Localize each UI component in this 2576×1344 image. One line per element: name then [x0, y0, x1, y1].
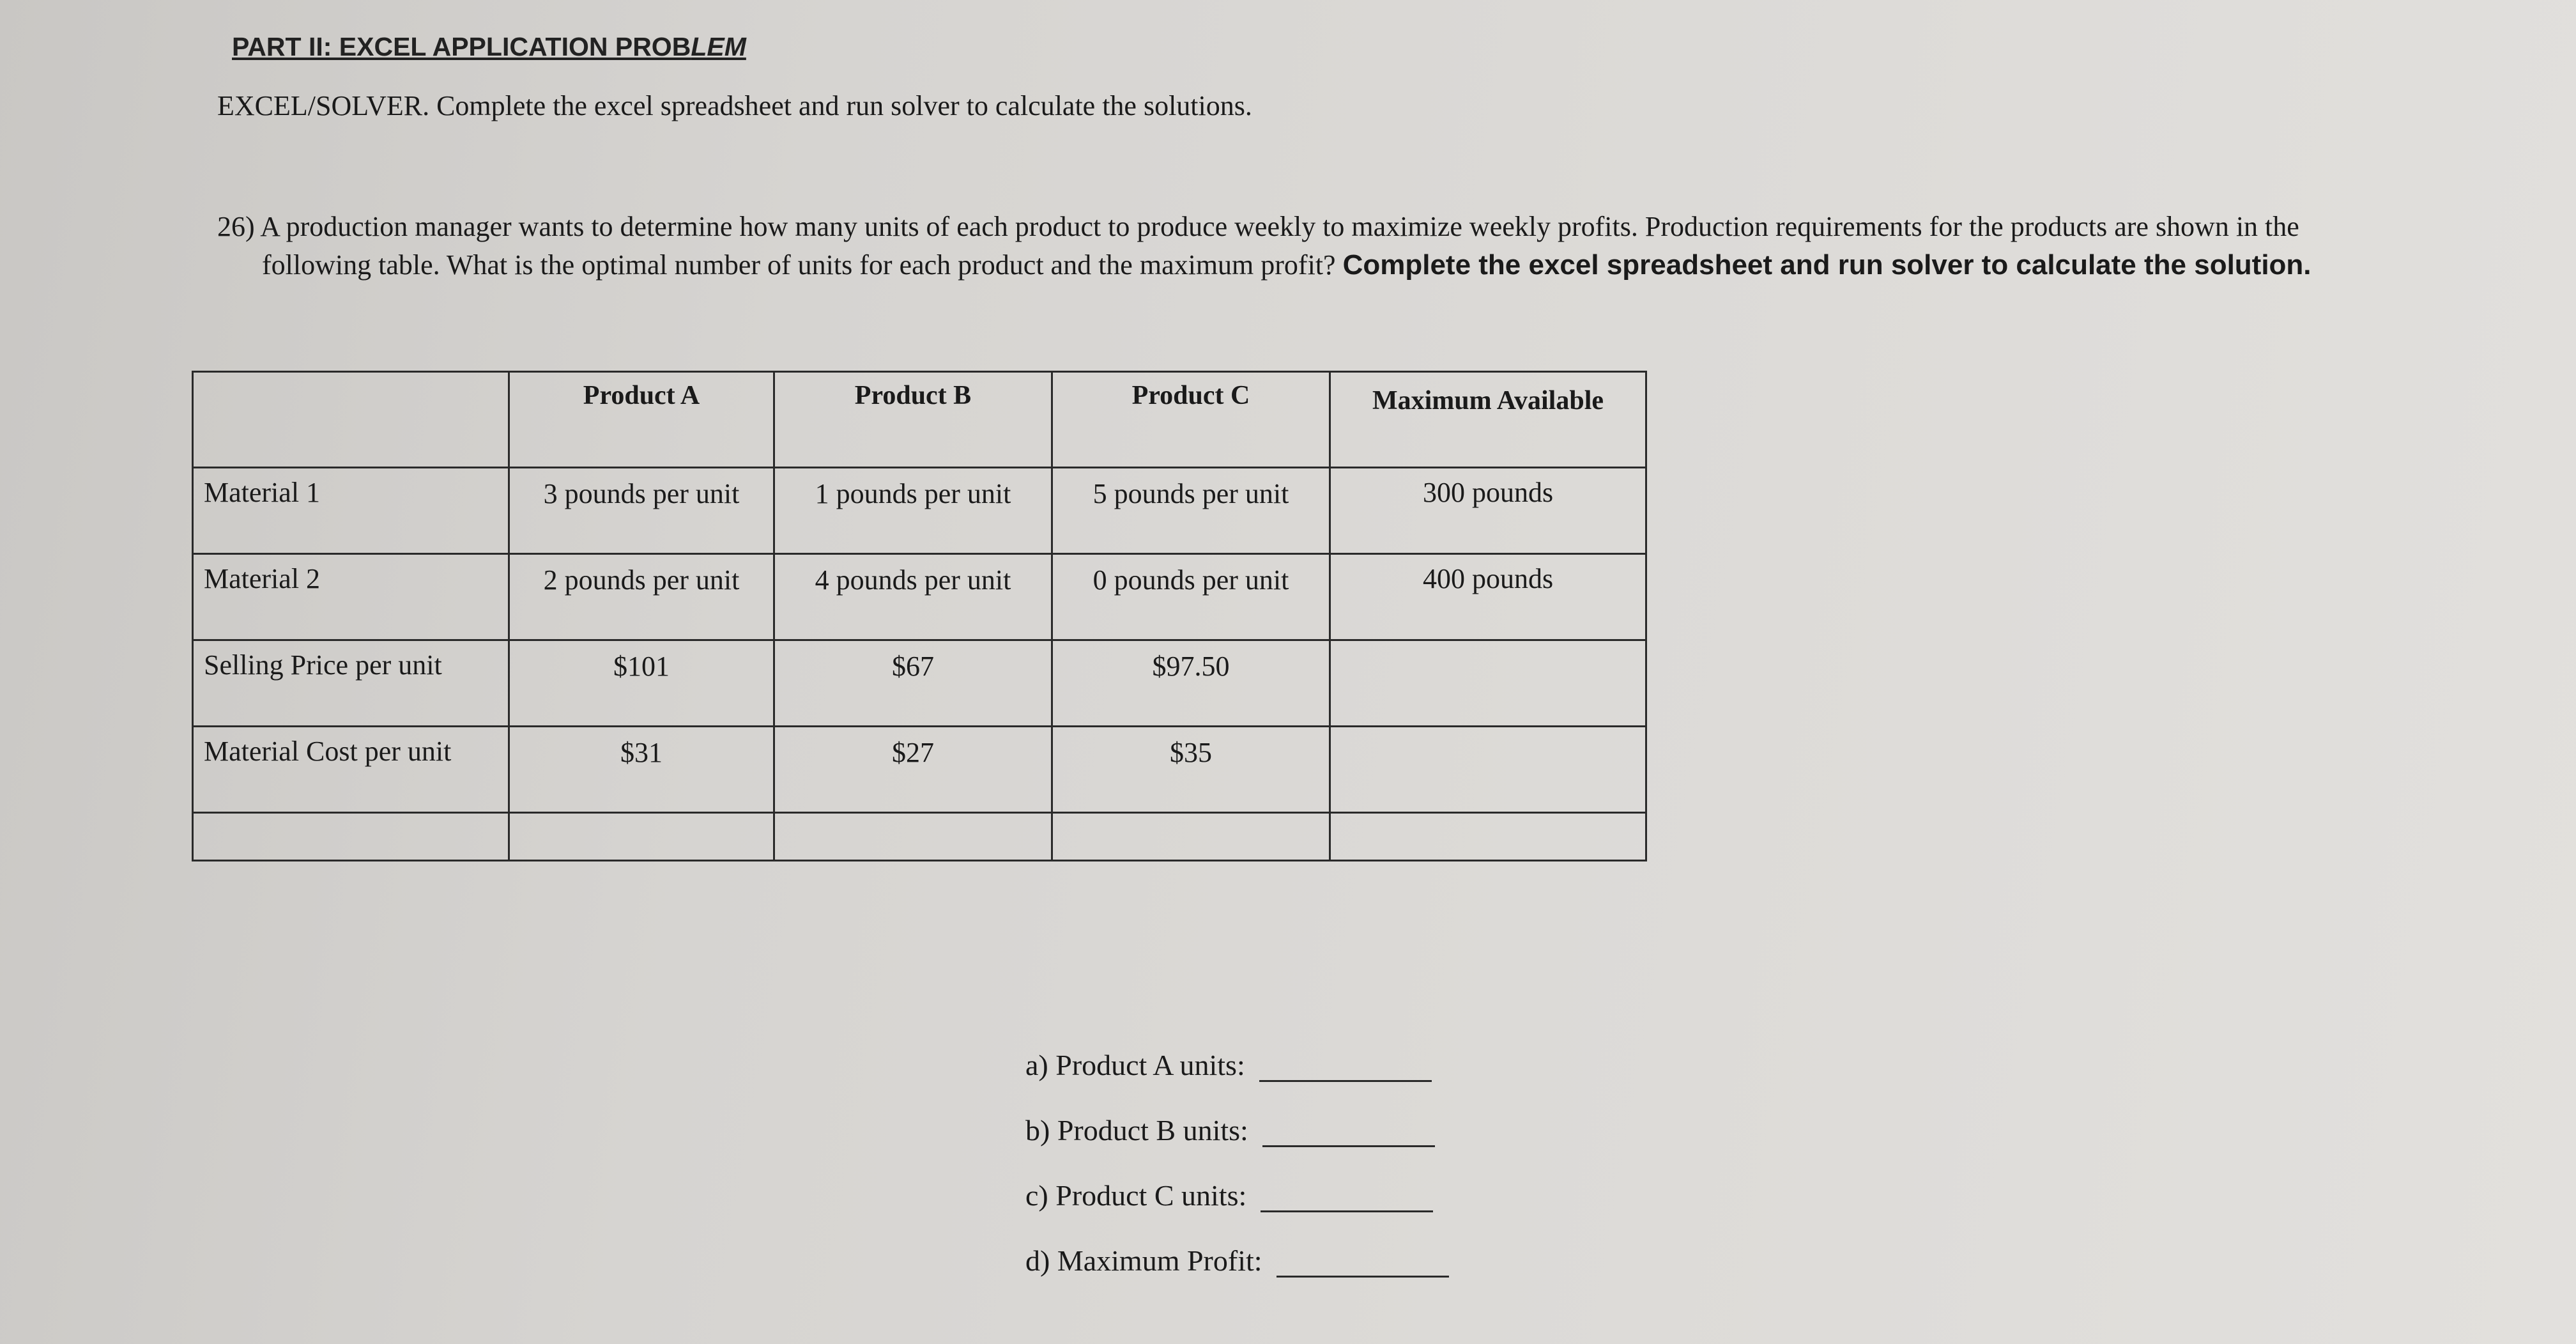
table-cell: 300 pounds: [1330, 468, 1646, 554]
table-cell: [1330, 727, 1646, 813]
part-title: PART II: EXCEL APPLICATION PROBLEM: [232, 32, 746, 61]
table-row: [193, 640, 1646, 727]
table-row-empty: [193, 813, 1646, 861]
table-cell: 5 pounds per unit: [1052, 468, 1330, 554]
table-header-cell: [193, 372, 509, 468]
table-cell: [774, 813, 1052, 861]
table-cell: 0 pounds per unit: [1052, 554, 1330, 640]
answer-label: b) Product B units:: [1025, 1114, 1248, 1147]
table-cell: [1330, 640, 1646, 727]
answer-blank-product-b[interactable]: [1262, 1113, 1435, 1147]
table-cell: 3 pounds per unit: [509, 468, 774, 554]
table-cell: $101: [509, 640, 774, 727]
table-header-cell: Product A: [509, 372, 774, 468]
table-header-row: [193, 372, 1646, 468]
table-cell: $97.50: [1052, 640, 1330, 727]
answer-product-a: [1025, 1048, 1449, 1113]
answer-blank-max-profit[interactable]: [1276, 1244, 1449, 1278]
table-cell: $31: [509, 727, 774, 813]
table-row: [193, 468, 1646, 554]
problem-bold-instruction: Complete the excel spreadsheet and run solver to calculate the solution.: [1342, 249, 2312, 281]
answer-product-c: [1025, 1178, 1449, 1244]
table-header-cell: Product B: [774, 372, 1052, 468]
answer-product-b: [1025, 1113, 1449, 1178]
row-label: Material 1: [193, 468, 509, 554]
table-row: [193, 554, 1646, 640]
table-cell: $35: [1052, 727, 1330, 813]
row-label: Material Cost per unit: [193, 727, 509, 813]
table-cell: 4 pounds per unit: [774, 554, 1052, 640]
answer-blank-product-a[interactable]: [1259, 1048, 1432, 1082]
answer-blank-product-c[interactable]: [1261, 1178, 1433, 1212]
row-label: Selling Price per unit: [193, 640, 509, 727]
instructions-text: EXCEL/SOLVER. Complete the excel spreadsheet and run solver to calculate the solutions.: [217, 90, 1252, 121]
table-cell: $27: [774, 727, 1052, 813]
table-cell: [509, 813, 774, 861]
answer-section: [1025, 1048, 1449, 1309]
table-header-cell: Maximum Available: [1330, 372, 1646, 468]
problem-line-1: 26) A production manager wants to determine how many units of each product to produce weekly to maximize weekly profits. Production requirements for the products are shown in the: [217, 211, 2299, 242]
row-label: Material 2: [193, 554, 509, 640]
table-header-cell: Product C: [1052, 372, 1330, 468]
table-cell: $67: [774, 640, 1052, 727]
problem-statement: [217, 208, 2549, 284]
answer-label: c) Product C units:: [1025, 1179, 1247, 1212]
problem-line-2: following table. What is the optimal number of units for each product and the maximum profit? Complete the excel spreadsheet and run solver to calculate the solution.: [262, 249, 2312, 281]
table-row: [193, 727, 1646, 813]
table-cell: [1330, 813, 1646, 861]
answer-label: d) Maximum Profit:: [1025, 1244, 1262, 1277]
table-cell: 400 pounds: [1330, 554, 1646, 640]
table-cell: [1052, 813, 1330, 861]
production-table: [192, 371, 1647, 861]
table-cell: 2 pounds per unit: [509, 554, 774, 640]
table-cell: 1 pounds per unit: [774, 468, 1052, 554]
row-label: [193, 813, 509, 861]
answer-max-profit: [1025, 1244, 1449, 1309]
answer-label: a) Product A units:: [1025, 1049, 1245, 1081]
